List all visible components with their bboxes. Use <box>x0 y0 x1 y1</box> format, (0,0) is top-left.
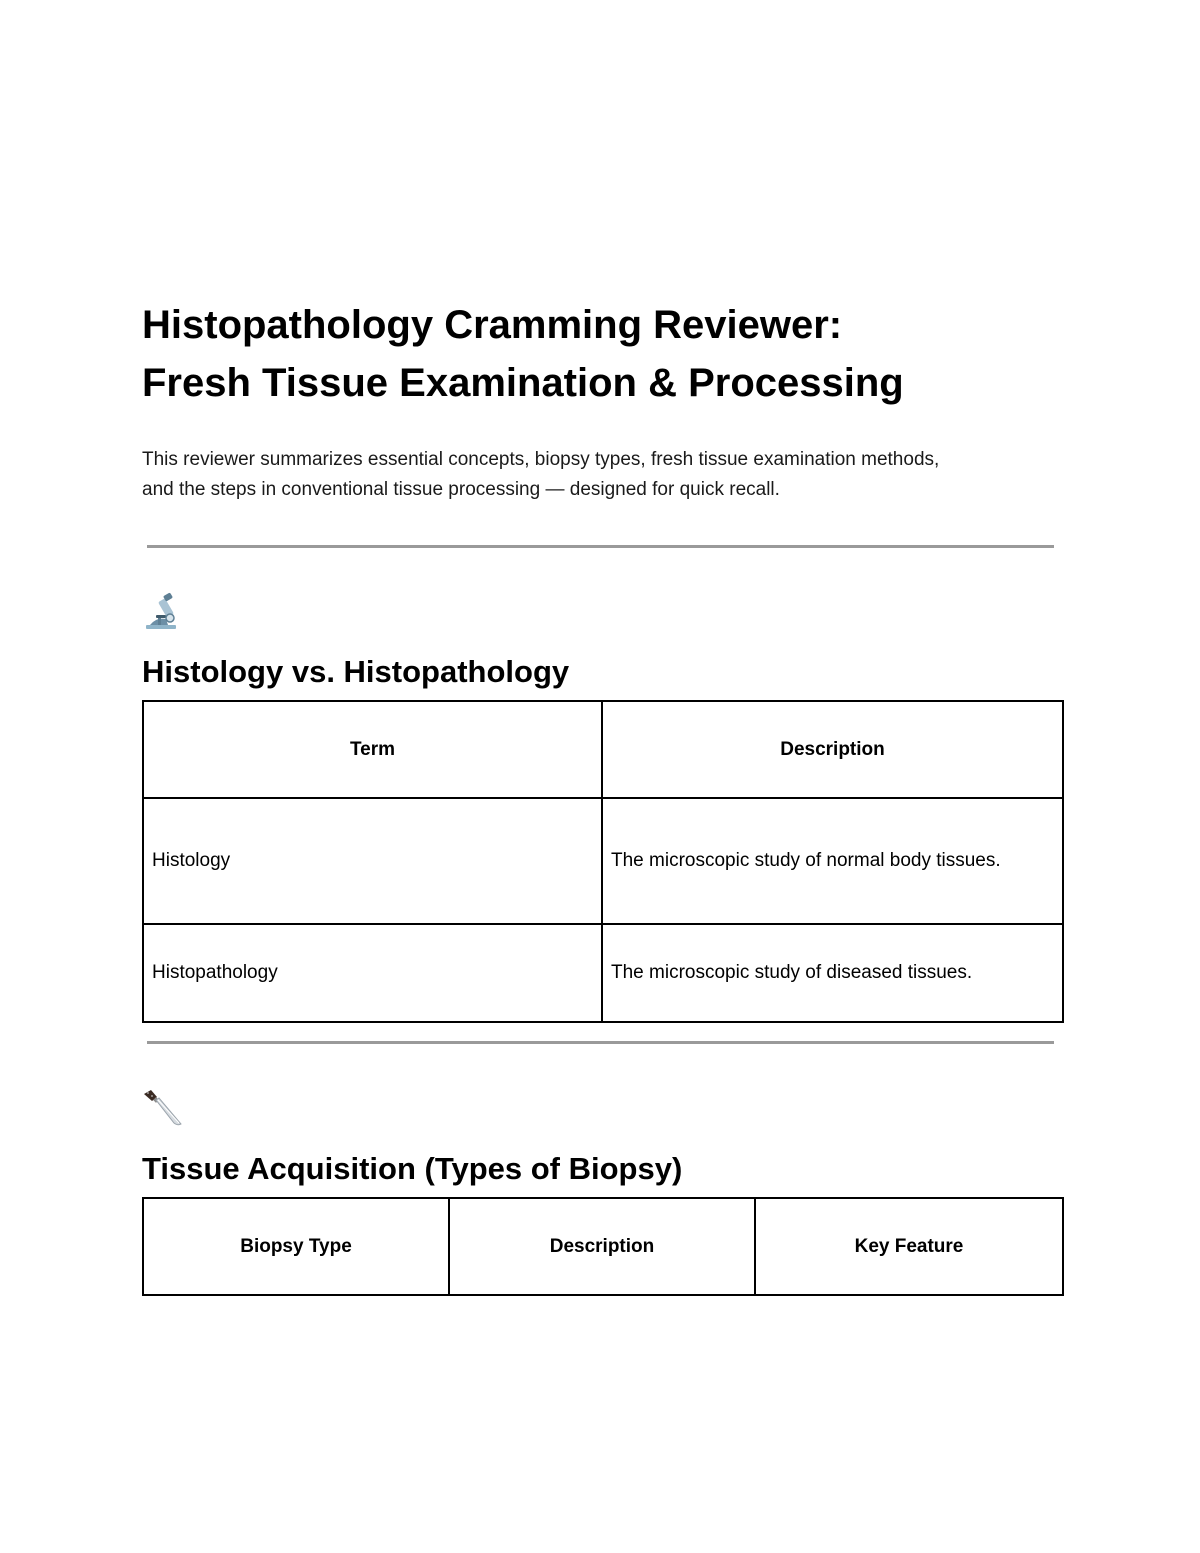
biopsy-table <box>142 1197 1064 1296</box>
table-cell-term: Histopathology <box>143 924 602 1022</box>
table-cell-term: Histology <box>143 798 602 924</box>
intro-line-1: This reviewer summarizes essential concepts, biopsy types, fresh tissue examination methods, <box>142 449 940 470</box>
intro-paragraph <box>142 445 1062 505</box>
table-header-description: Description <box>602 701 1063 798</box>
table-row <box>143 798 1063 924</box>
histology-table <box>142 700 1064 1023</box>
section-heading-histology: Histology vs. Histopathology <box>142 654 570 689</box>
section-heading-biopsy: Tissue Acquisition (Types of Biopsy) <box>142 1151 683 1186</box>
document-title <box>142 296 1062 412</box>
table-row <box>143 924 1063 1022</box>
table-header-term: Term <box>143 701 602 798</box>
section-divider <box>147 1041 1054 1044</box>
table-header-description: Description <box>449 1198 755 1295</box>
kitchen-knife-icon <box>142 1088 182 1128</box>
intro-line-2: and the steps in conventional tissue processing — designed for quick recall. <box>142 479 780 500</box>
table-cell-description: The microscopic study of diseased tissues. <box>602 924 1063 1022</box>
microscope-icon <box>142 591 182 631</box>
table-header-row <box>143 1198 1063 1295</box>
table-header-key-feature: Key Feature <box>755 1198 1063 1295</box>
section-divider <box>147 545 1054 548</box>
document-title-line-2: Fresh Tissue Examination & Processing <box>142 361 904 405</box>
page-content <box>142 296 1062 1296</box>
document-title-line-1: Histopathology Cramming Reviewer: <box>142 303 843 347</box>
table-header-biopsy-type: Biopsy Type <box>143 1198 449 1295</box>
table-header-row <box>143 701 1063 798</box>
table-cell-description: The microscopic study of normal body tissues. <box>602 798 1063 924</box>
